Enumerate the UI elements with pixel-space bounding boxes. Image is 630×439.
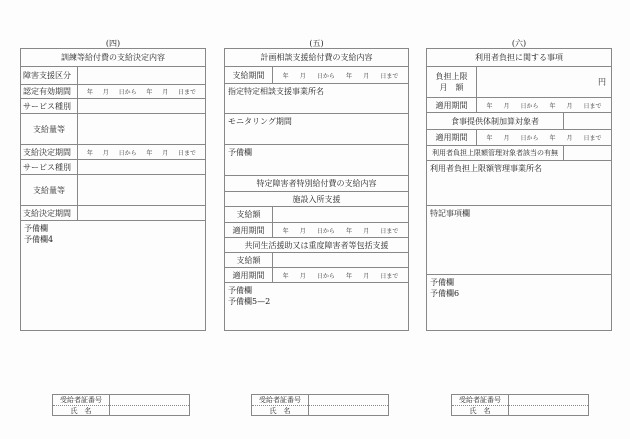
reserve-label: 予備欄 (430, 278, 454, 287)
year-text: 年 (282, 72, 289, 80)
name-field[interactable] (509, 405, 588, 416)
support-category-row (21, 67, 205, 85)
reserve-label: 予備欄 (228, 286, 252, 295)
facility-title: 施設入所支援 (292, 194, 341, 204)
certificate-number-label: 受給者証番号 (53, 395, 110, 405)
supply-period-row (225, 67, 408, 84)
month-text: 月 (566, 135, 573, 142)
service-type-label: サービス種別 (21, 99, 78, 113)
notes-field[interactable] (427, 206, 611, 275)
year-text: 年 (486, 102, 493, 110)
group-living-title: 共同生活援助又は重度障害者等包括支援 (244, 240, 389, 250)
facility-title-row (225, 192, 408, 207)
certification-period-row (21, 85, 205, 99)
panel-4-title-row (21, 49, 205, 67)
name-field[interactable] (309, 405, 388, 416)
year-text: 年 (486, 135, 493, 142)
panel-5-title-row (225, 49, 408, 67)
certification-period-label: 認定有効期間 (21, 85, 78, 98)
panel-6-number: (六) (511, 39, 527, 48)
apply-period-row-2 (427, 130, 611, 146)
panel-6-reserve[interactable] (427, 275, 611, 330)
facility-apply-period-row (225, 223, 408, 238)
day-to-text: 日まで (380, 272, 399, 280)
panel-5-reserve-1[interactable] (225, 145, 408, 176)
notes-label: 特記事項欄 (430, 209, 470, 218)
certificate-number-field[interactable] (509, 395, 588, 405)
month-text: 月 (102, 89, 109, 96)
panel-4-number: (四) (105, 39, 121, 48)
day-from-text: 日から (520, 102, 539, 110)
day-from-text: 日から (316, 272, 335, 280)
certificate-number-field[interactable] (309, 395, 388, 405)
service-type-row-2 (21, 160, 205, 175)
facility-amount-field[interactable] (273, 207, 408, 222)
year-text: 年 (346, 272, 353, 280)
meal-addition-field[interactable] (564, 113, 611, 129)
consultation-office-field[interactable] (225, 84, 408, 114)
special-benefit-title-row (225, 176, 408, 192)
month-text: 月 (566, 102, 573, 110)
day-from-text: 日から (118, 89, 137, 96)
monthly-limit-label-line1: 負担上限 (435, 72, 468, 81)
month-text: 月 (102, 149, 109, 157)
day-from-text: 日から (316, 72, 335, 80)
group-apply-period-label: 適用期間 (225, 268, 273, 282)
apply-period-field[interactable] (477, 98, 611, 112)
service-type-field[interactable] (78, 160, 205, 174)
year-text: 年 (346, 72, 353, 80)
service-type-field[interactable] (78, 99, 205, 113)
day-to-text: 日まで (178, 89, 197, 96)
service-type-label: サービス種別 (21, 160, 78, 174)
reserve-label: 予備欄 (24, 224, 48, 233)
monthly-limit-label-line2: 月 額 (439, 83, 464, 92)
supply-amount-field[interactable] (78, 175, 205, 205)
apply-period-label: 適用期間 (427, 130, 477, 145)
facility-apply-period-field[interactable] (273, 223, 408, 237)
reserve-sub-label: 予備欄6 (430, 289, 460, 298)
meal-addition-label: 食事提供体制加算対象者 (427, 113, 564, 129)
decision-period-row-1 (21, 145, 205, 160)
panel-user-burden (426, 48, 612, 331)
day-to-text: 日まで (178, 149, 197, 157)
recipient-id-box-2 (251, 394, 389, 416)
certificate-number-field[interactable] (110, 395, 189, 405)
apply-period-field[interactable] (477, 130, 611, 145)
month-text: 月 (503, 102, 510, 110)
supply-amount-label: 支給量等 (21, 114, 78, 144)
day-to-text: 日まで (380, 72, 399, 80)
monthly-limit-field[interactable] (477, 67, 611, 97)
month-text: 月 (503, 135, 510, 142)
supply-amount-field[interactable] (78, 114, 205, 144)
reserve-label: 予備欄 (228, 148, 252, 157)
panel-6-title-row (427, 49, 611, 67)
year-text: 年 (282, 227, 289, 235)
panel-5-title: 計画相談支援給付費の支給内容 (260, 53, 373, 62)
decision-period-label: 支給決定期間 (21, 145, 78, 159)
group-amount-field[interactable] (273, 253, 408, 267)
support-category-label: 障害支援区分 (21, 67, 78, 84)
month-text: 月 (363, 72, 370, 80)
supply-period-field[interactable] (273, 67, 408, 83)
month-text: 月 (299, 72, 306, 80)
day-from-text: 日から (520, 135, 539, 142)
panel-4-title: 訓練等給付費の支給決定内容 (61, 53, 165, 62)
month-text: 月 (363, 227, 370, 235)
day-to-text: 日まで (583, 135, 602, 142)
decision-period-field[interactable] (78, 145, 205, 159)
supply-period-label: 支給期間 (225, 67, 273, 83)
meal-addition-row (427, 113, 611, 130)
monthly-limit-label (427, 67, 477, 97)
group-living-title-row (225, 238, 408, 253)
month-text: 月 (162, 149, 169, 157)
consultation-office-label: 指定特定相談支援事業所名 (228, 87, 324, 96)
name-label: 氏 名 (452, 405, 509, 416)
group-apply-period-row (225, 268, 408, 283)
group-apply-period-field[interactable] (273, 268, 408, 282)
year-text: 年 (146, 89, 153, 96)
decision-period-label: 支給決定期間 (21, 206, 78, 220)
facility-amount-row (225, 207, 408, 223)
year-text: 年 (146, 149, 153, 157)
supply-amount-row-1 (21, 114, 205, 145)
panel-4-reserve[interactable] (21, 221, 205, 330)
panel-5-number: (五) (309, 39, 324, 48)
facility-amount-label: 支給額 (225, 207, 273, 222)
limit-management-row (427, 146, 611, 161)
year-text: 年 (549, 135, 556, 142)
day-to-text: 日まで (583, 102, 602, 110)
monitoring-period-field[interactable] (225, 114, 408, 145)
year-text: 年 (86, 149, 93, 157)
support-category-field[interactable] (78, 67, 205, 84)
year-text: 年 (86, 89, 93, 96)
special-benefit-title: 特定障害者特別給付費の支給内容 (256, 179, 377, 188)
reserve-sub-label: 予備欄4 (24, 235, 54, 244)
year-text: 年 (346, 227, 353, 235)
day-to-text: 日まで (380, 227, 399, 235)
recipient-id-box-3 (451, 394, 589, 416)
decision-period-field[interactable] (78, 206, 205, 220)
limit-management-office-label: 利用者負担上限額管理事業所名 (430, 164, 542, 173)
reserve-sub-label: 予備欄5—2 (228, 297, 271, 306)
panel-6-title: 利用者負担に関する事項 (475, 53, 563, 62)
yen-unit: 円 (598, 77, 606, 87)
month-text: 月 (299, 272, 306, 280)
supply-amount-label: 支給量等 (21, 175, 78, 205)
month-text: 月 (363, 272, 370, 280)
certification-period-field[interactable] (78, 85, 205, 98)
panel-training-benefit (20, 48, 206, 331)
decision-period-row-2 (21, 206, 205, 221)
group-amount-label: 支給額 (225, 253, 273, 267)
monthly-limit-row (427, 67, 611, 98)
monitoring-period-label: モニタリング期間 (228, 117, 292, 126)
name-label: 氏 名 (252, 405, 309, 416)
month-text: 月 (299, 227, 306, 235)
name-label: 氏 名 (53, 405, 110, 416)
apply-period-label: 適用期間 (427, 98, 477, 112)
apply-period-row-1 (427, 98, 611, 113)
name-field[interactable] (110, 405, 189, 416)
recipient-id-box-1 (52, 394, 190, 416)
limit-management-label: 利用者負担上限額管理対象者該当の有無 (427, 146, 564, 160)
year-text: 年 (282, 272, 289, 280)
certificate-number-label: 受給者証番号 (252, 395, 309, 405)
day-from-text: 日から (118, 149, 137, 157)
day-from-text: 日から (316, 227, 335, 235)
supply-amount-row-2 (21, 175, 205, 206)
service-type-row-1 (21, 99, 205, 114)
limit-management-office-field[interactable] (427, 161, 611, 206)
panel-5-reserve-2[interactable] (225, 283, 408, 330)
facility-apply-period-label: 適用期間 (225, 223, 273, 237)
certificate-number-label: 受給者証番号 (452, 395, 509, 405)
limit-management-field[interactable] (564, 146, 611, 160)
month-text: 月 (162, 89, 169, 96)
year-text: 年 (549, 102, 556, 110)
group-amount-row (225, 253, 408, 268)
panel-consultation-benefit (224, 48, 409, 331)
